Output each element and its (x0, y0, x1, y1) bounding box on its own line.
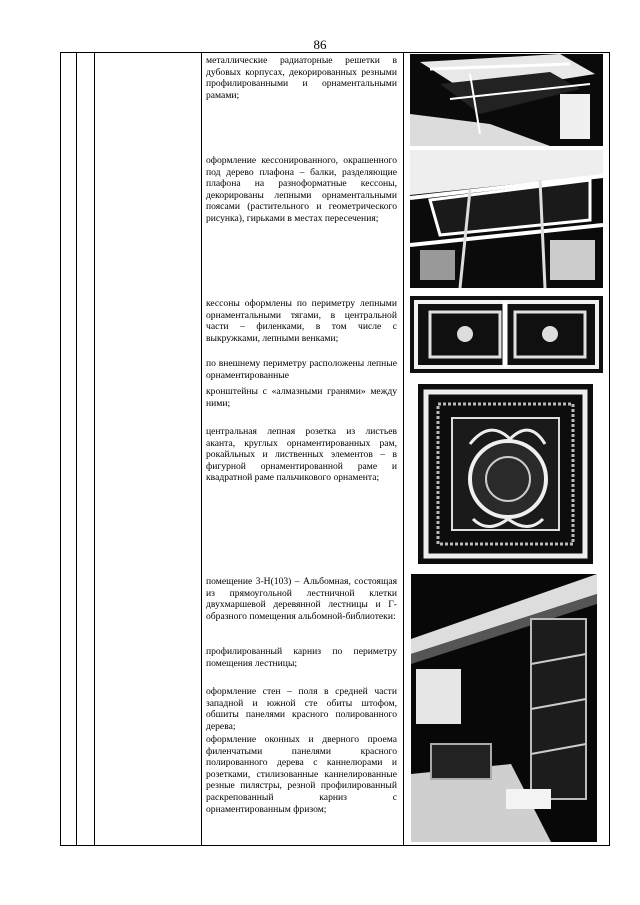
photo-central-rosette (418, 384, 593, 564)
column-divider-2 (94, 52, 95, 846)
entry-brackets: кронштейны с «алмазными гранями» между ними; (206, 386, 397, 409)
entry-central-rosette: центральная лепная розетка из листьев аканта, круглых орнаментированных рам, рокайльных и лиственных элементов – в фигурной орнаментированной раме и квадратной раме пальчикового орнамента; (206, 426, 397, 484)
entry-room-3n103: помещение 3-Н(103) – Альбомная, состоящая из прямоугольной лестничной клетки двухмаршевой деревянной лестницы и Г-образного помещения альбомной-библиотеки: (206, 576, 397, 622)
entry-outer-perimeter: по внешнему периметру расположены лепные орнаментированные (206, 358, 397, 381)
entry-cornice: профилированный карниз по периметру помещения лестницы; (206, 646, 397, 669)
photo-album-library-room (411, 574, 597, 842)
entry-coffered-ceiling: оформление кессонированного, окрашенного под дерево плафона – балки, разделяющие плафона на разноформатные кессоны, декорированы лепными орнаментальными поясами (растительного и геометрического рисунка), гирьками в местах пересечения; (206, 155, 397, 224)
entry-coffers: кессоны оформлены по периметру лепными орнаментальными тягами, в центральной части – филенками, в том числе с выкружками, лепными венками; (206, 298, 397, 344)
page-number: 86 (313, 37, 327, 52)
photo-coffered-ceiling (410, 150, 603, 288)
column-divider-4 (403, 52, 404, 846)
entry-window-door-design: оформление оконных и дверного проема филенчатыми панелями красного полированного дерева с каннелюрами и розетками, стилизованные каннелированные резные пилястры, резной профилированный раскрепованный карниз с орнаментированным фризом; (206, 734, 397, 815)
photo-radiator-grille (410, 54, 603, 146)
column-divider-3 (201, 52, 202, 846)
column-divider-1 (76, 52, 77, 846)
entry-wall-design: оформление стен – поля в средней части западной и южной сте обиты штофом, обшиты панелями красного полированного дерева; (206, 686, 397, 732)
photo-coffers-moulding (410, 296, 603, 373)
entry-radiator-grilles: металлические радиаторные решетки в дубовых корпусах, декорированных резными профилированными и орнаментальными рамами; (206, 55, 397, 101)
